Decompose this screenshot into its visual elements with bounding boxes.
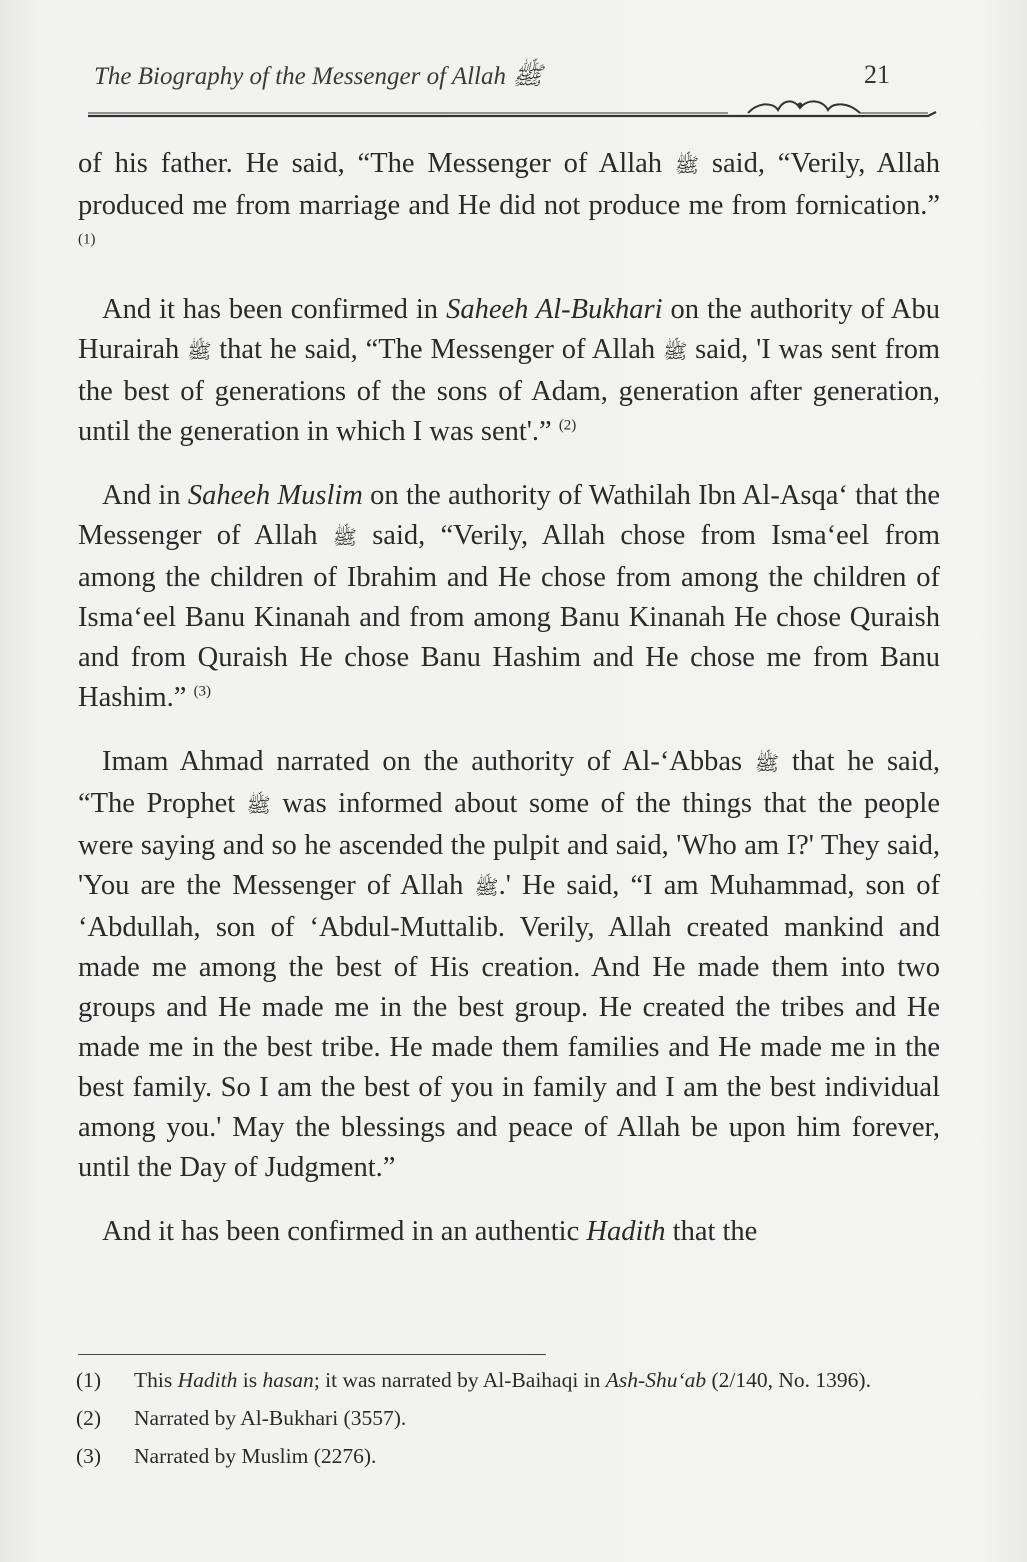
footnote-number: (1) [76, 1368, 102, 1392]
book-title: Ash-Shu‘ab [605, 1368, 707, 1392]
text-run: that the [665, 1216, 758, 1247]
book-title: Saheeh Al-Bukhari [446, 294, 663, 325]
paragraph-3 [78, 476, 940, 718]
italic-term: Hadith [177, 1368, 238, 1392]
book-title: Saheeh Muslim [187, 480, 363, 511]
text-run: And it has been confirmed in [102, 294, 447, 325]
text-run: This [134, 1368, 178, 1392]
text-run: said, 'I was sent from the best of generations of the sons of Adam, generation after generation, until the generation in which I was sent'.” [78, 334, 941, 447]
footnote-ref: (1) [78, 231, 96, 248]
footnotes [76, 1364, 942, 1478]
footnote-separator [78, 1354, 546, 1355]
italic-term: Hadith [586, 1216, 666, 1247]
salutation-glyph: ﷺ [663, 341, 688, 363]
italic-term: hasan [262, 1368, 314, 1392]
footnote-text: Narrated by Muslim (2276). [134, 1444, 377, 1468]
salutation-glyph: ﷺ [474, 877, 499, 899]
text-run: And it has been confirmed in an authentic [102, 1216, 587, 1247]
text-run: .' He said, “I am Muhammad, son of ‘Abdullah, son of ‘Abdul-Muttalib. Verily, Allah created mankind and made me among the best of His creation. And He made them into two groups and He made me in the best group. He created the tribes and He made me in the best tribe. He made them families and He made me in the best family. So I am the best of you in family and I am the best individual among you.' May the blessings and peace of Allah be upon him forever, until the Day of Judgment.” [78, 870, 941, 1183]
paragraph-1 [78, 144, 940, 266]
running-header [88, 56, 938, 116]
text-run: on the authority of Wathilah Ibn Al-Asqa‘ that the Messenger of Allah [78, 480, 940, 551]
text-run: on the authority of Abu Hurairah [78, 294, 941, 365]
text-run: of his father. He said, “The Messenger of Allah [78, 148, 675, 179]
footnote-number: (3) [76, 1444, 102, 1468]
footnote-ref: (2) [558, 417, 577, 434]
text-run: was informed about some of the things that the people were saying and so he ascended the pulpit and said, 'Who am I?' They said, 'You are the Messenger of Allah [78, 788, 940, 901]
text-run: ; it was narrated by Al-Baihaqi in [313, 1368, 606, 1392]
salutation-glyph: ﷺ [187, 341, 212, 363]
salutation-glyph: ﷺ [332, 527, 357, 549]
footnote-ref: (3) [193, 683, 212, 700]
footnote-number: (2) [76, 1406, 102, 1430]
salutation-glyph: ﷺ [246, 795, 271, 817]
paragraph-2 [78, 290, 940, 452]
paragraph-4 [78, 742, 940, 1188]
text-run: (2/140, No. 1396). [706, 1368, 871, 1392]
text-run: that he said, “The Prophet [78, 746, 940, 819]
header-ornament-rule [88, 92, 938, 118]
paragraph-5 [78, 1212, 940, 1252]
footnote-text [134, 1364, 942, 1396]
footnote-1 [76, 1364, 942, 1396]
text-run: said, “Verily, Allah produced me from marriage and He did not produce me from fornication.” [78, 148, 940, 221]
salutation-glyph: ﷺ [754, 753, 780, 775]
running-header-title: The Biography of the Messenger of Allah ﷺ [94, 63, 543, 90]
text-run: And in [102, 480, 188, 511]
footnote-text: Narrated by Al-Bukhari (3557). [134, 1406, 407, 1430]
footnote-2 [76, 1402, 942, 1434]
text-run: is [237, 1368, 263, 1392]
footnote-3 [76, 1440, 942, 1472]
text-run: that he said, “The Messenger of Allah [211, 334, 664, 365]
page-number: 21 [864, 60, 890, 89]
main-text [78, 144, 940, 1276]
salutation-glyph: ﷺ [674, 155, 700, 177]
text-run: said, “Verily, Allah chose from Isma‘eel from among the children of Ibrahim and He chose from among the children of Isma‘eel Banu Kinanah and from among Banu Kinanah He chose Quraish and from Quraish He chose Banu Hashim and He chose me from Banu Hashim.” [78, 520, 940, 713]
text-run: Imam Ahmad narrated on the authority of Al-‘Abbas [102, 746, 755, 777]
